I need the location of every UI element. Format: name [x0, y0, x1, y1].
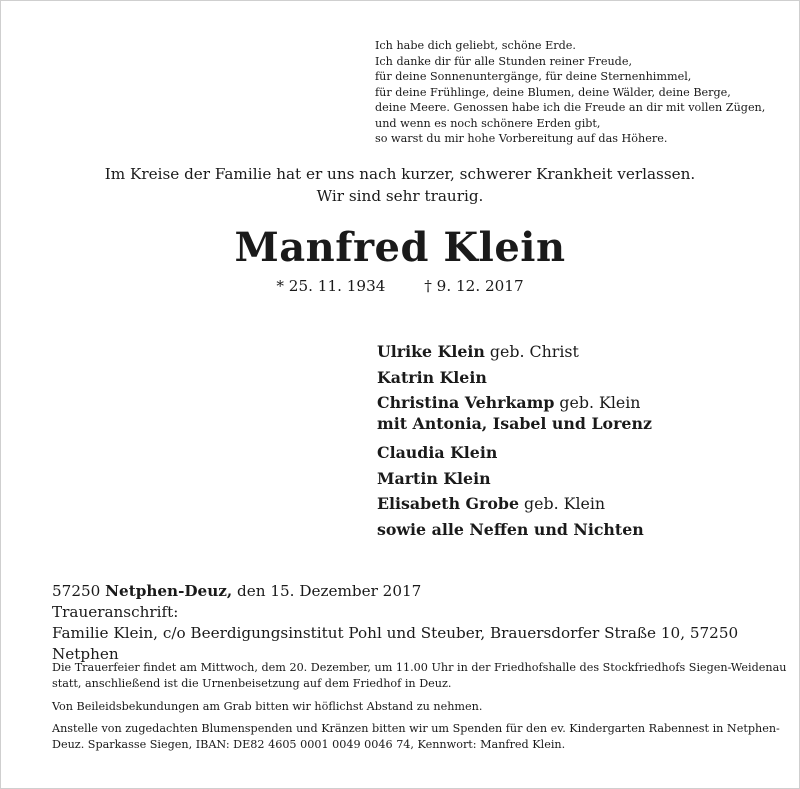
mourner [377, 365, 652, 391]
notice-line: Die Trauerfeier findet am Mittwoch, dem 20. Dezember, um 11.00 Uhr in der Friedhofshalle des Stockfriedhofs Siegen-Weidenau [52, 661, 787, 674]
mourner-name: Claudia Klein [377, 443, 498, 462]
donation-notice [52, 721, 780, 753]
birth-date: * 25. 11. 1934 [276, 277, 386, 295]
poem-line: Ich habe dich geliebt, schöne Erde. [375, 39, 576, 52]
notice-line: Anstelle von zugedachten Blumenspenden und Kränzen bitten wir um Spenden für den ev. Kindergarten Rabennest in Netphen- [52, 722, 780, 735]
poem-line: und wenn es noch schönere Erden gibt, [375, 116, 601, 130]
death-date: † 9. 12. 2017 [424, 277, 524, 295]
poem-line: für deine Frühlinge, deine Blumen, deine Wälder, deine Berge, [375, 85, 731, 99]
condolence-notice [52, 699, 752, 715]
deceased-name: Manfred Klein [234, 224, 566, 271]
mourner-name: Elisabeth Grobe [377, 494, 519, 513]
life-dates [0, 275, 800, 297]
mourning-address [52, 602, 800, 665]
place-date [52, 581, 421, 602]
mourner [377, 491, 652, 517]
town: Netphen-Deuz, [105, 582, 233, 600]
mourner-name: Christina Vehrkamp [377, 393, 555, 412]
intro-text [0, 163, 800, 207]
mourner [377, 393, 652, 413]
mourner [377, 440, 652, 466]
mourner-name: sowie alle Neffen und Nichten [377, 519, 644, 539]
zip-code: 57250 [52, 582, 106, 600]
mourner [377, 517, 652, 543]
mourner [377, 339, 652, 365]
mourner [377, 413, 652, 435]
poem-line: so warst du mir hohe Vorbereitung auf das Höhere. [375, 132, 668, 145]
notice-line: Von Beileidsbekundungen am Grab bitten wir höflichst Abstand zu nehmen. [52, 700, 483, 713]
date-text: den 15. Dezember 2017 [232, 582, 422, 600]
mourner-name: Ulrike Klein [377, 342, 485, 361]
poem-line: Ich danke dir für alle Stunden reiner Freude, [375, 54, 633, 68]
mourner-name: Martin Klein [377, 468, 491, 488]
poem-line: für deine Sonnenuntergänge, für deine Sternenhimmel, [375, 70, 692, 83]
mourner-suffix: geb. Christ [484, 342, 579, 361]
mourners-list [377, 339, 652, 542]
mourner [377, 466, 652, 492]
notice-line: Deuz. Sparkasse Siegen, IBAN: DE82 4605 0001 0049 0046 74, Kennwort: Manfred Klein. [52, 738, 566, 751]
mourner-name: Katrin Klein [377, 367, 487, 387]
mourner-suffix: geb. Klein [554, 393, 641, 412]
funeral-notice [52, 660, 787, 692]
notice-line: statt, anschließend ist die Urnenbeisetzung auf dem Friedhof in Deuz. [52, 677, 452, 690]
intro-line: Im Kreise der Familie hat er uns nach kurzer, schwerer Krankheit verlassen. [104, 165, 696, 183]
mourner-suffix: geb. Klein [519, 494, 606, 513]
poem-line: deine Meere. Genossen habe ich die Freude an dir mit vollen Zügen, [375, 101, 766, 114]
address-text: Familie Klein, c/o Beerdigungsinstitut Pohl und Steuber, Brauersdorfer Straße 10, 57250 Netphen [52, 624, 739, 663]
poem [375, 38, 765, 147]
address-label: Traueranschrift: [52, 603, 179, 621]
intro-line: Wir sind sehr traurig. [316, 187, 484, 205]
mourner-name: mit Antonia, Isabel und Lorenz [377, 414, 652, 433]
